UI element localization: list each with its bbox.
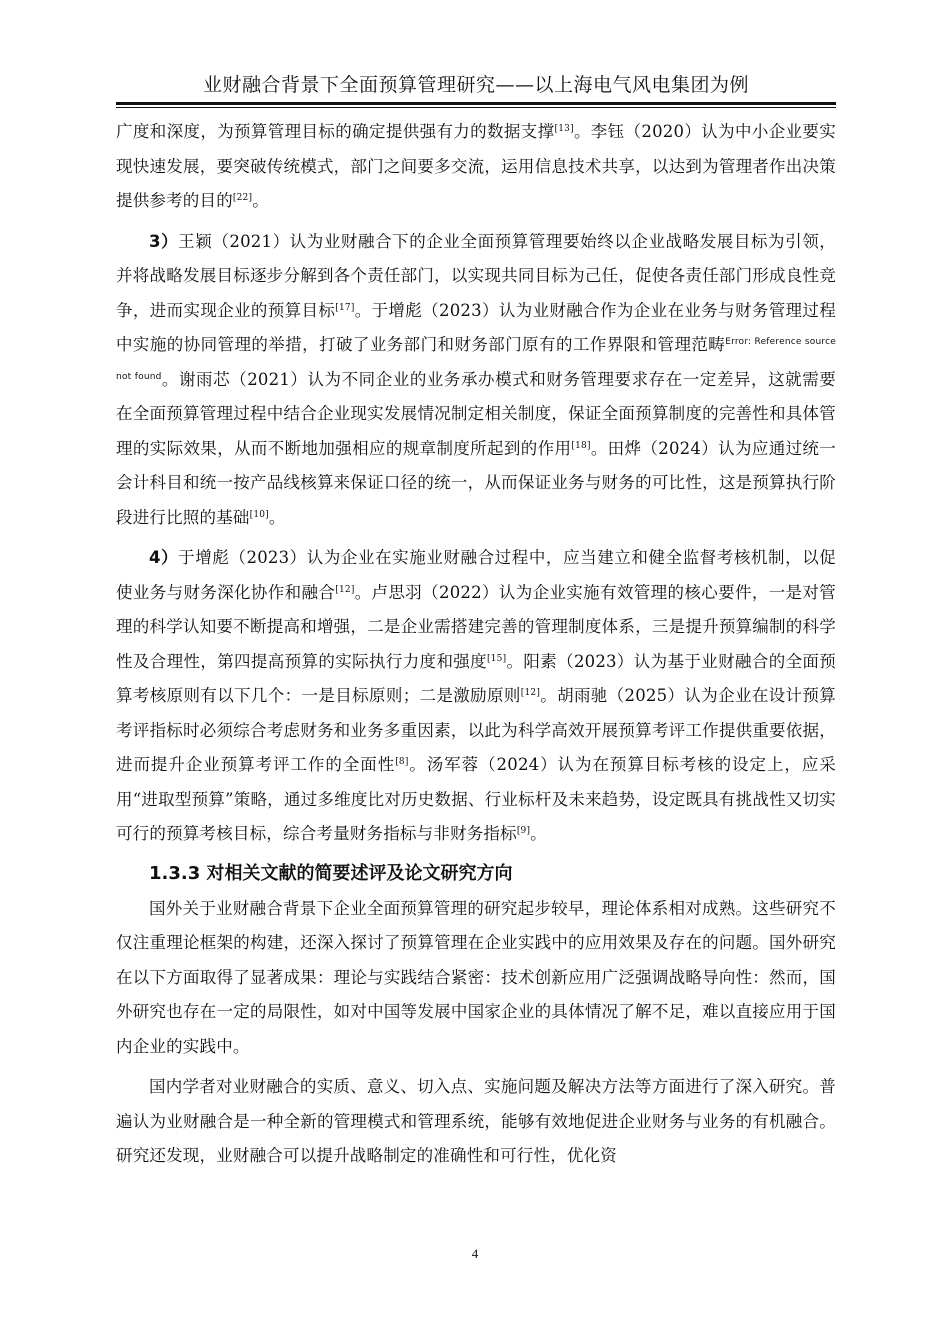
page-number: 4 (471, 1246, 479, 1261)
item-number: 3） (149, 231, 179, 251)
citation: [10] (249, 509, 269, 520)
text-run: 。 (252, 191, 269, 210)
citation: [12] (335, 584, 355, 595)
citation: [15] (487, 653, 507, 664)
text-run: 。 (268, 507, 286, 527)
text-run: 。汤军蓉（2024）认为在预算目标考核的设定上，应采用“进取型预算”策略，通过多维度比对历史数据、行业标杆及未来趋势，设定既具有挑战性又切实可行的预算考核目标，综合考量财务指标与非财务指标 (116, 755, 836, 843)
citation: [17] (335, 302, 355, 313)
text-run: 。李钰（2020）认为中小企业要实现快速发展，要突破传统模式，部门之间要多交流，运用信息技术共享，以达到为管理者作出决策提供参考的目的 (116, 122, 836, 210)
text-run: 。卢思羽（2022）认为企业实施有效管理的核心要件，一是对管理的科学认知要不断提高和增强，二是企业需搭建完善的管理制度体系，三是提升预算编制的科学性及合理性，第四提高预算的实际执行力度和强度 (116, 582, 836, 671)
text-run: 王颖（2021）认为业财融合下的企业全面预算管理要始终以企业战略发展目标为引领，并将战略发展目标逐步分解到各个责任部门，以实现共同目标为己任，促使各责任部门形成良性竞争，进而实现企业的预算目标 (116, 231, 836, 320)
header-rule-thin (116, 107, 836, 108)
citation: [18] (571, 440, 591, 451)
citation: [22] (232, 193, 253, 203)
header-rule-thick (116, 102, 836, 105)
text-run: 。于增彪（2023）认为业财融合作为企业在业务与财务管理过程中实施的协同管理的举措，打破了业务部门和财务部门原有的工作界限和管理范畴 (116, 300, 836, 354)
paragraph-item-3 (116, 225, 836, 536)
citation: [13] (554, 124, 574, 134)
text-run: 于增彪（2023）认为企业在实施业财融合过程中，应当建立和健全监督考核机制，以促使业务与财务深化协作和融合 (116, 548, 836, 602)
paragraph-continued (116, 115, 836, 219)
text-run: 。田烨（2024）认为应通过统一会计科目和统一按产品线核算来保证口径的统一，从而保证业务与财务的可比性，这是预算执行阶段进行比照的基础 (116, 438, 836, 527)
item-number: 4） (149, 548, 179, 567)
section-heading: 1.3.3 对相关文献的简要述评及论文研究方向 (149, 862, 513, 884)
citation: [9] (516, 826, 531, 836)
reference-error: Error: Reference source not found (116, 337, 837, 382)
section-paragraph: 国外关于业财融合背景下企业全面预算管理的研究起步较早，理论体系相对成熟。这些研究不仅注重理论框架的构建，还深入探讨了预算管理在企业实践中的应用效果及存在的问题。国外研究在以下方面取得了显著成果：理论与实践结合紧密：技术创新应用广泛强调战略导向性：然而，国外研究也存在一定的局限性，如对中国等发展中国家企业的具体情况了解不足，难以直接应用于国内企业的实践中。 (116, 898, 836, 1056)
text-run: 。谢雨芯（2021）认为不同企业的业务承办模式和财务管理要求存在一定差异，这就需要在全面预算管理过程中结合企业现实发展情况制定相关制度，保证全面预算制度的完善性和具体管理的实际效果，从而不断地加强相应的规章制度所起到的作用 (116, 369, 836, 458)
text-run: 。 (530, 824, 547, 843)
text-run: 。胡雨驰（2025）认为企业在设计预算考评指标时必须综合考虑财务和业务多重因素，以此为科学高效开展预算考评工作提供重要依据，进而提升企业预算考评工作的全面性 (116, 686, 836, 774)
text-run: 。阳素（2023）认为基于业财融合的全面预算考核原则有以下几个：一是目标原则；二是激励原则 (116, 651, 836, 705)
citation: [8] (395, 757, 409, 767)
running-header: 业财融合背景下全面预算管理研究——以上海电气风电集团为例 (202, 74, 749, 96)
page-body (116, 115, 836, 1174)
text-run: 广度和深度，为预算管理目标的确定提供强有力的数据支撑 (116, 122, 555, 141)
paragraph-item-4 (116, 541, 836, 852)
section-paragraph: 国内学者对业财融合的实质、意义、切入点、实施问题及解决方法等方面进行了深入研究。普遍认为业财融合是一种全新的管理模式和管理系统，能够有效地促进企业财务与业务的有机融合。研究还发现，业财融合可以提升战略制定的准确性和可行性，优化资 (116, 1077, 836, 1165)
citation: [12] (520, 688, 541, 698)
